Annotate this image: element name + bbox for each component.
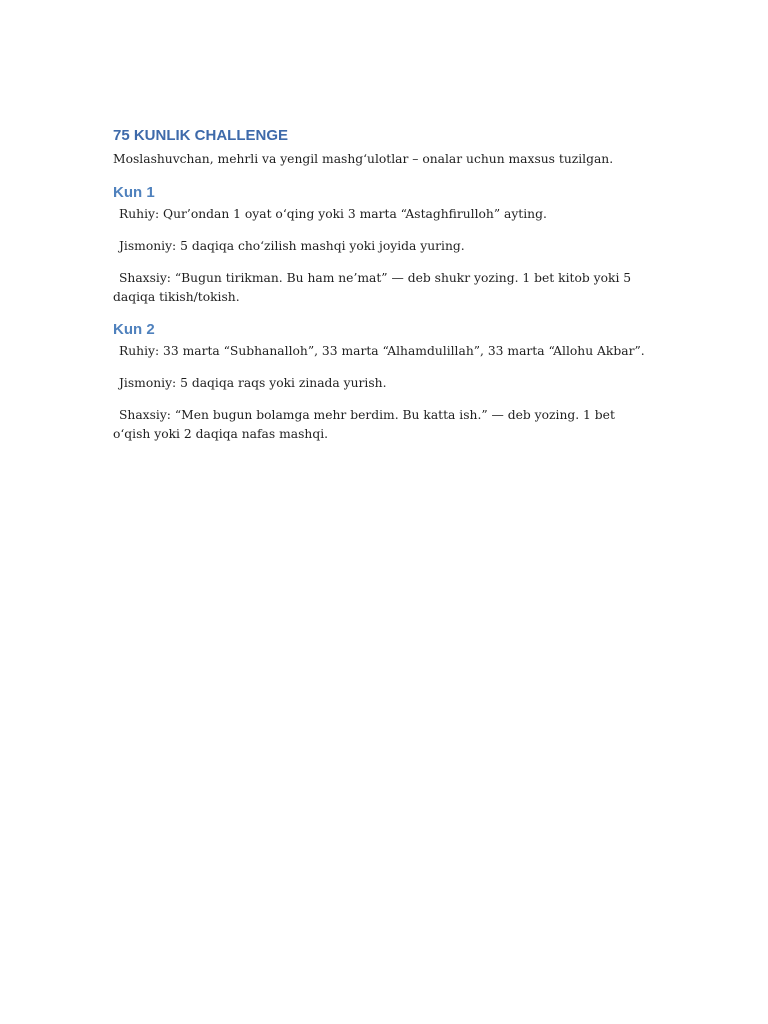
day-heading: Kun 2 (113, 321, 155, 338)
task-spiritual: Ruhiy: 33 marta “Subhanalloh”, 33 marta “Alhamdulillah”, 33 marta “Allohu Akbar”. (119, 344, 645, 358)
day-section-1 (113, 183, 653, 307)
task-spiritual: Ruhiy: Qur’ondan 1 oyat o‘qing yoki 3 marta “Astaghfirulloh” ayting. (119, 207, 547, 221)
day-heading: Kun 1 (113, 184, 155, 201)
document-page (113, 126, 653, 457)
task-personal: Shaxsiy: “Bugun tirikman. Bu ham ne’mat” — deb shukr yozing. 1 bet kitob yoki 5 daqiqa tikish/tokish. (113, 271, 632, 304)
task-physical: Jismoniy: 5 daqiqa raqs yoki zinada yurish. (119, 376, 387, 390)
task-physical: Jismoniy: 5 daqiqa cho‘zilish mashqi yoki joyida yuring. (119, 239, 465, 253)
document-subtitle: Moslashuvchan, mehrli va yengil mashg‘ulotlar – onalar uchun maxsus tuzilgan. (113, 152, 614, 166)
task-personal: Shaxsiy: “Men bugun bolamga mehr berdim. Bu katta ish.” — deb yozing. 1 bet o‘qish yoki 2 daqiqa nafas mashqi. (113, 408, 615, 441)
day-section-2 (113, 320, 653, 444)
document-title: 75 KUNLIK CHALLENGE (113, 127, 289, 144)
